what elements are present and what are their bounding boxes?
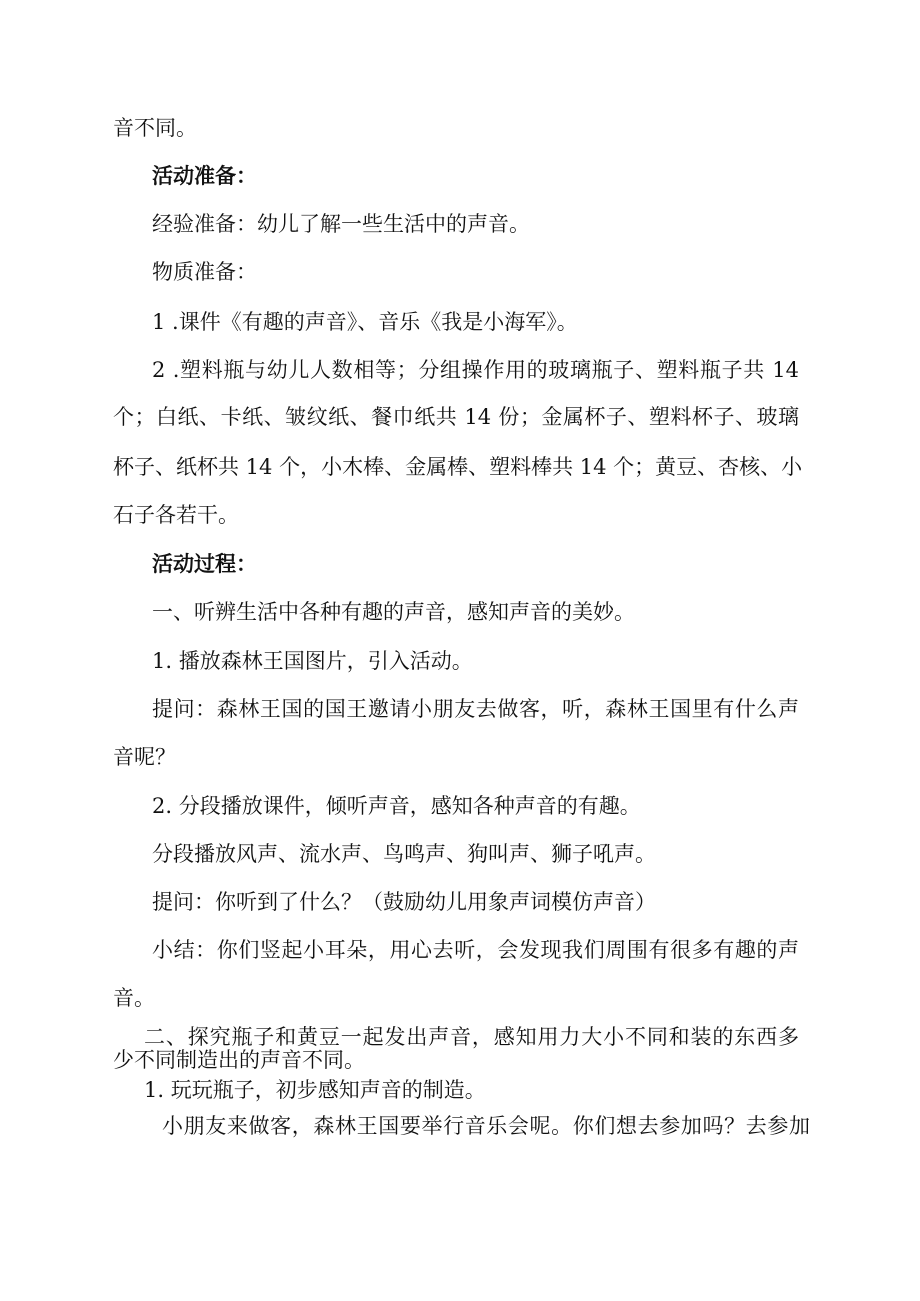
section-heading: 活动准备： [152,163,257,188]
text-line: 2. 分段播放课件，倾听声音，感知各种声音的有趣。 [152,794,641,818]
text-line: 提问：森林王国的国王邀请小朋友去做客，听，森林王国里有什么声 [152,697,799,721]
text-line: 音呢？ [113,745,176,769]
text-line: 一、听辨生活中各种有趣的声音，感知声音的美妙。 [152,600,635,624]
text-line: 音。 [113,986,155,1010]
text-line: 少不同制造出的声音不同。 [113,1048,365,1072]
text-line: 个；白纸、卡纸、皱纹纸、餐巾纸共 14 份；金属杯子、塑料杯子、玻璃 [113,405,799,429]
text-line: 音不同。 [113,116,197,140]
text-line: 小朋友来做客，森林王国要举行音乐会呢。你们想去参加吗？去参加 [162,1114,810,1138]
section-heading: 活动过程： [152,551,257,576]
text-line: 二、探究瓶子和黄豆一起发出声音，感知用力大小不同和装的东西多 [144,1025,799,1049]
text-line: 1. 玩玩瓶子，初步感知声音的制造。 [144,1078,486,1102]
text-line: 分段播放风声、流水声、鸟鸣声、狗叫声、狮子吼声。 [152,842,656,866]
text-line: 杯子、纸杯共 14 个，小木棒、金属棒、塑料棒共 14 个；黄豆、杏核、小 [113,455,803,479]
text-line: 提问：你听到了什么？（鼓励幼儿用象声词模仿声音） [152,890,656,914]
text-line: 1. 播放森林王国图片，引入活动。 [152,649,473,673]
text-line: 物质准备： [152,260,257,284]
text-line: 经验准备：幼儿了解一些生活中的声音。 [152,212,530,236]
text-line: 1 .课件《有趣的声音》、音乐《我是小海军》。 [152,310,578,334]
text-line: 石子各若干。 [113,503,239,527]
text-line: 小结：你们竖起小耳朵，用心去听，会发现我们周围有很多有趣的声 [152,938,799,962]
text-line: 2 .塑料瓶与幼儿人数相等；分组操作用的玻璃瓶子、塑料瓶子共 14 [152,358,799,382]
